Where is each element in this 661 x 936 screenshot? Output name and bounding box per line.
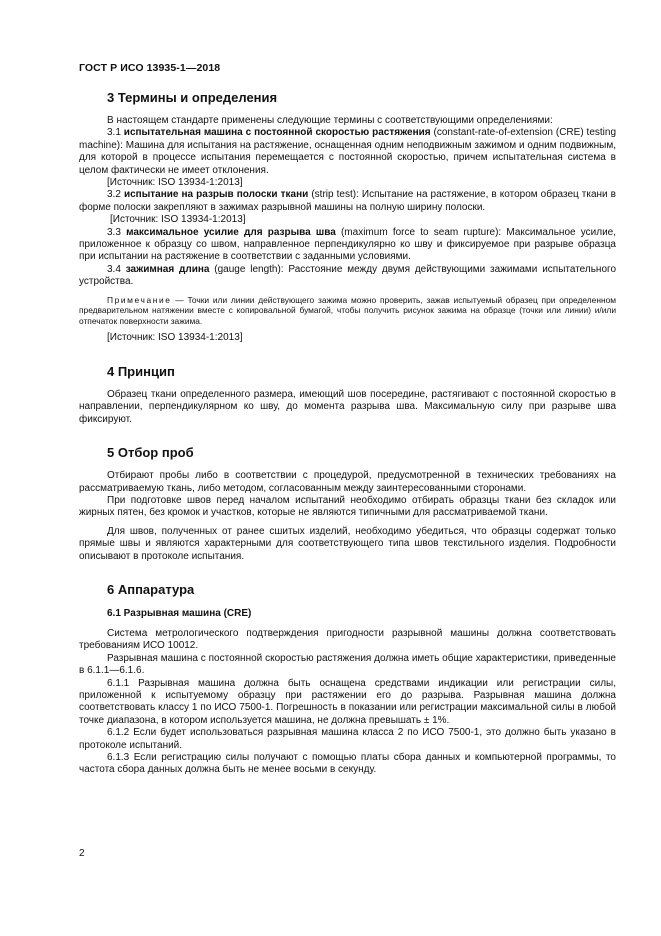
term-3-2-number: 3.2: [107, 189, 124, 201]
page-number: 2: [79, 848, 85, 859]
term-3-1-name: испытательная машина с постоянной скоростью растяжения: [123, 127, 431, 139]
term-3-1: [79, 127, 616, 177]
term-3-4-name: зажимная длина: [125, 263, 210, 275]
section-6-paragraph-1: Система метрологического подтверждения пригодности разрывной машины должна соответствовать требованиям ИСО 10012.: [79, 627, 616, 652]
term-3-3-definition: (maximum force to seam rupture): Максимальное усилие, приложенное к образцу со швом, направленное перпендикулярно ко шву и фиксируемое при разрыве образца при испытании на растяжение в соответствии с заданными условиями.: [79, 226, 617, 263]
page-content: [79, 90, 616, 777]
term-3-2-definition: (strip test): Испытание на растяжение, в котором образец ткани в форме полоски закрепляют в зажимах разрывной машины на полную ширину полоски.: [79, 189, 616, 213]
term-3-2-name: испытание на разрыв полоски ткани: [123, 189, 309, 201]
note-text: — Точки или линии действующего зажима можно проверить, зажав испытуемый образец при определенном предварительном натяжении вместе с копировальной бумагой, чтобы получить рисунок зажима на образце (точки или линии) и/или отпечаток поверхности зажима.: [79, 294, 616, 326]
subsection-6-1-title: 6.1 Разрывная машина (CRE): [107, 607, 252, 619]
clause-6-1-3: 6.1.3 Если регистрацию силы получают с помощью платы сбора данных и компьютерной программы, то частота сбора данных должна быть не менее восьми в секунду.: [79, 752, 616, 776]
term-3-1-definition: (constant-rate-of-extension (CRE) testing machine): Машина для испытания на растяжение, оснащенная одним неподвижным зажимом и одним подвижным, для которой в процессе испытания перемещается с постоянной скоростью, причем испытательная система в целом фактически не имеет отклонения.: [79, 127, 617, 176]
term-3-3-number: 3.3: [107, 226, 127, 238]
section-5-paragraph-1: Отбирают пробы либо в соответствии с процедурой, предусмотренной в технических требованиях на рассматриваемую ткань, либо методом, согласованным между заинтересованными сторонами.: [79, 470, 616, 494]
section-3-intro: В настоящем стандарте применены следующие термины с соответствующими определениями:: [107, 115, 553, 126]
term-3-3-name: максимальное усилие для разрыва шва: [126, 226, 336, 238]
section-4-paragraph: Образец ткани определенного размера, имеющий шов посередине, растягивают с постоянной скоростью в направлении, перпендикулярном ко шву, до момента разрыва шва. Максимальную силу при разрыве шва фиксируют.: [79, 388, 616, 425]
term-3-4-source: [Источник: ISO 13934-1:2013]: [107, 332, 243, 344]
term-3-4-definition: (gauge length): Расстояние между двумя действующими зажимами испытательного устройства.: [79, 263, 617, 288]
clause-6-1-1: 6.1.1 Разрывная машина должна быть оснащена средствами индикации или регистрации силы, приложенной к испытуемому образцу при растяжении его до разрыва. Разрывная машина должна соответствовать классу 1 по ИСО 7500-1. Погрешность в показании или регистрации максимальной силы в любой точке диапазона, в котором используется машина, не должна превышать ± 1%.: [79, 677, 616, 726]
term-3-1-number: 3.1: [107, 127, 124, 139]
section-5-paragraph-2: При подготовке швов перед началом испытаний необходимо отбирать образцы ткани без складок или жирных пятен, без кромок и участков, которые не являются типичными для рассматриваемой ткани.: [79, 494, 616, 519]
term-3-4-number: 3.4: [107, 263, 126, 275]
term-3-3: [79, 227, 616, 264]
standard-header: ГОСТ Р ИСО 13935-1—2018: [79, 62, 221, 74]
term-3-2-source: [Источник: ISO 13934-1:2013]: [110, 214, 246, 226]
section-6-paragraph-2: Разрывная машина с постоянной скоростью растяжения должна иметь общие характеристики, приведенные в 6.1.1—6.1.6.: [79, 652, 616, 677]
section-3-title: 3 Термины и определения: [107, 90, 278, 105]
term-3-2: [79, 189, 616, 214]
note: [79, 295, 616, 327]
term-3-1-source: [Источник: ISO 13934-1:2013]: [107, 177, 243, 189]
section-5-paragraph-3: Для швов, полученных от ранее сшитых изделий, необходимо убедиться, что образцы содержат только прямые швы и являются характерными для соответствующего типа швов текстильного изделия. Подробности описывают в протоколе испытания.: [79, 525, 616, 562]
note-label: Примечание: [107, 294, 172, 305]
term-3-4: [79, 264, 616, 289]
section-4-title: 4 Принцип: [107, 363, 175, 379]
section-6-title: 6 Аппаратура: [107, 581, 195, 597]
section-5-title: 5 Отбор проб: [107, 445, 194, 461]
clause-6-1-2: 6.1.2 Если будет использоваться разрывная машина класса 2 по ИСО 7500-1, это должно быть указано в протоколе испытаний.: [79, 727, 616, 751]
